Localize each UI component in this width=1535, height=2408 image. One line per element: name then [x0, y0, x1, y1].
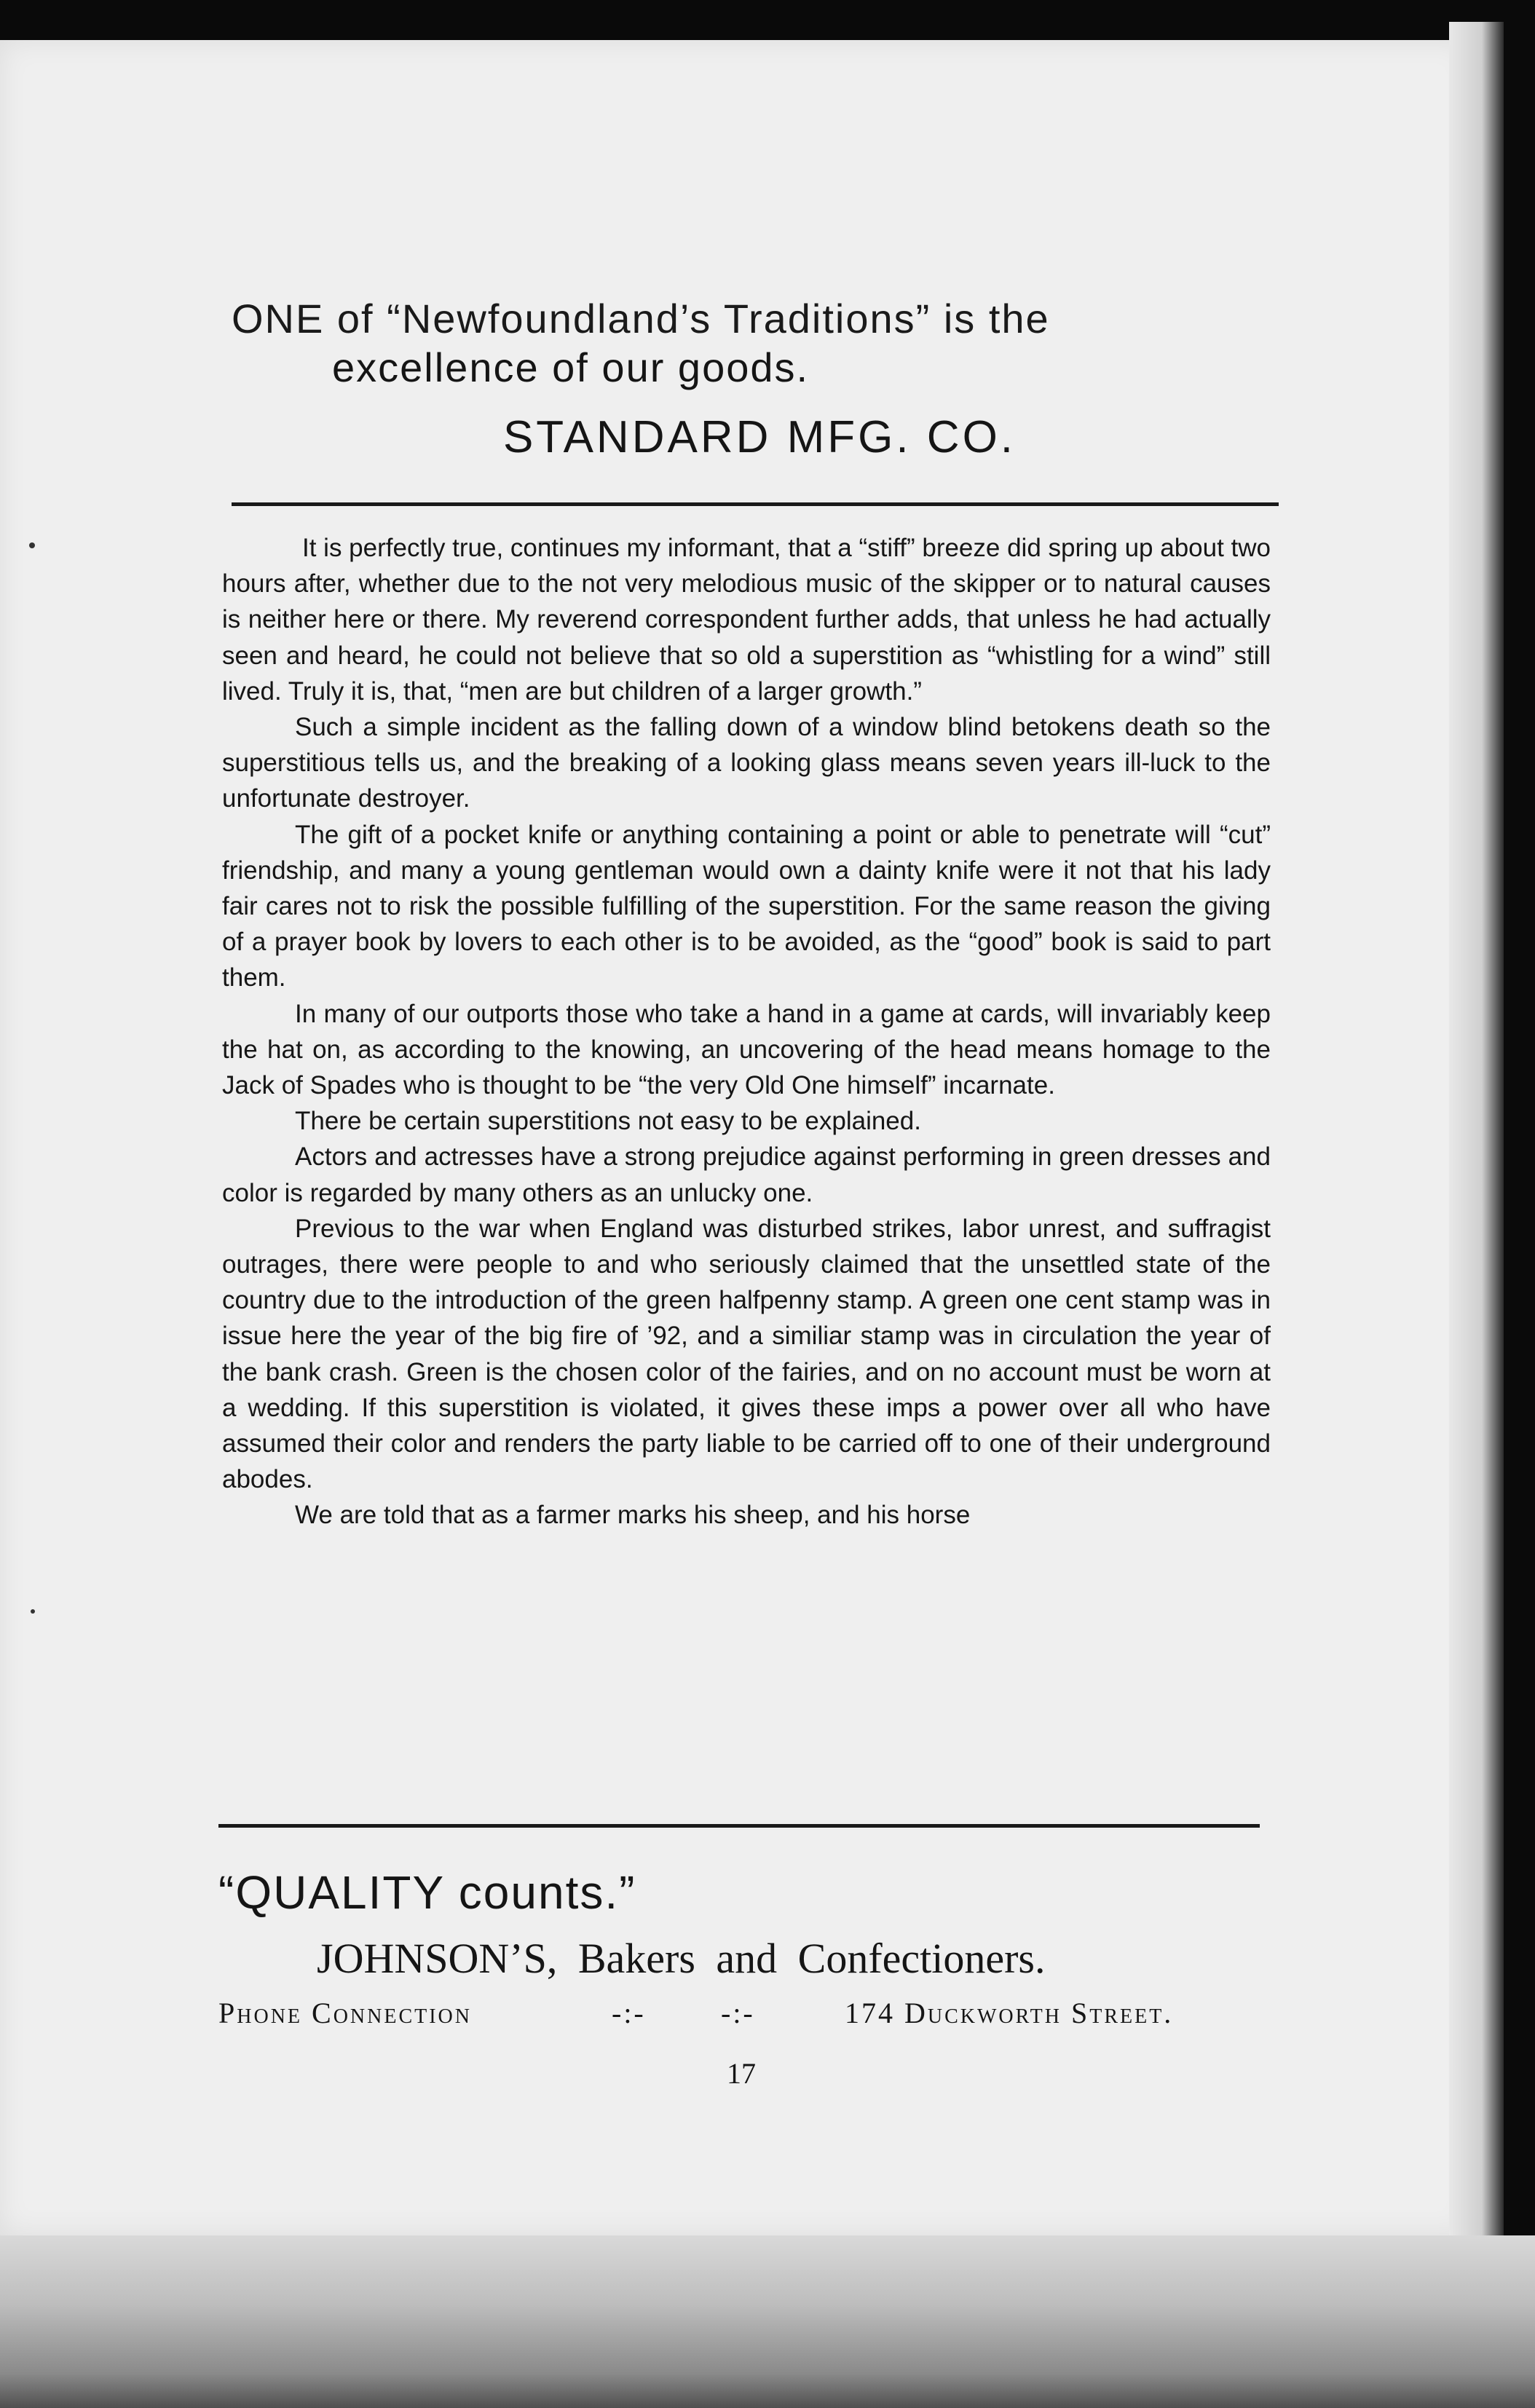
- separator: -:-: [721, 1997, 755, 2029]
- ad-headline: ONE of “Newfoundland’s Traditions” is the: [232, 296, 1050, 342]
- page-number: 17: [727, 2057, 756, 2090]
- article-paragraph: The gift of a pocket knife or anything containing a point or able to penetrate will “cut” friendship, and many a young gentleman would own a dainty knife were it not that his lady fair cares not to risk the possible fulfilling of the superstition. For the same reason the giving of a prayer book by lovers to each other is to be avoided, as the “good” book is said to part them.: [222, 820, 1271, 992]
- page-edge: [1449, 22, 1504, 2250]
- street-address: 174 Duckworth Street.: [845, 1997, 1174, 2029]
- scan-speck: [29, 542, 35, 548]
- phone-connection-text: Phone Connection: [218, 1997, 473, 2029]
- article-body: [222, 530, 1271, 1533]
- article-paragraph: We are told that as a farmer marks his sheep, and his horse: [295, 1501, 971, 1530]
- divider-bottom: [218, 1824, 1260, 1828]
- ad-subline: excellence of our goods.: [332, 344, 810, 390]
- article-paragraph: There be certain superstitions not easy to be explained.: [295, 1107, 921, 1136]
- scan-background: [0, 2235, 1535, 2408]
- scan-speck: [31, 1609, 35, 1614]
- article-paragraph: Previous to the war when England was disturbed strikes, labor unrest, and suffragist outrages, there were people to and who seriously claimed that the unsettled state of the country due to the introduction of the green halfpenny stamp. A green one cent stamp was in issue here the year of the big fire of ’92, and a similiar stamp was in circulation the year of the bank crash. Green is the chosen color of the fairies, and on no account must be worn at a wedding. If this superstition is violated, it gives these imps a power over all who have assumed their color and renders the party liable to be carried off to one of their underground abodes.: [222, 1214, 1271, 1494]
- article-paragraph: Such a simple incident as the falling down of a window blind betokens death so the superstitious tells us, and the breaking of a looking glass means seven years ill-luck to the unfortunate destroyer.: [222, 713, 1271, 813]
- ad-contact-line: [218, 1996, 1296, 2040]
- advertisement-johnsons: [218, 1866, 1296, 2040]
- article-paragraph: It is perfectly true, continues my informant, that a “stiff” breeze did spring up about two hours after, whether due to the not very melodious music of the skipper or to natural causes is neither here or there. My reverend correspondent further adds, that unless he had actually seen and heard, he could not believe that so old a superstition as “whistling for a wind” still lived. Truly it is, that, “men are but children of a larger growth.”: [222, 534, 1271, 706]
- advertisement-standard-mfg: [232, 295, 1287, 463]
- separator: -:-: [612, 1997, 646, 2029]
- ad-slogan: “QUALITY counts.”: [218, 1866, 636, 1919]
- ad-business-name: JOHNSON’S, Bakers and Confectioners.: [317, 1935, 1046, 1982]
- article-paragraph: Actors and actresses have a strong prejudice against performing in green dresses and color is regarded by many others as an unlucky one.: [222, 1142, 1271, 1207]
- ad-company-name: STANDARD MFG. CO.: [502, 412, 1017, 462]
- divider-top: [232, 502, 1279, 506]
- article-paragraph: In many of our outports those who take a hand in a game at cards, will invariably keep the hat on, as according to the knowing, an uncovering of the head means homage to the Jack of Spades who is thought to be “the very Old One himself” incarnate.: [222, 999, 1271, 1100]
